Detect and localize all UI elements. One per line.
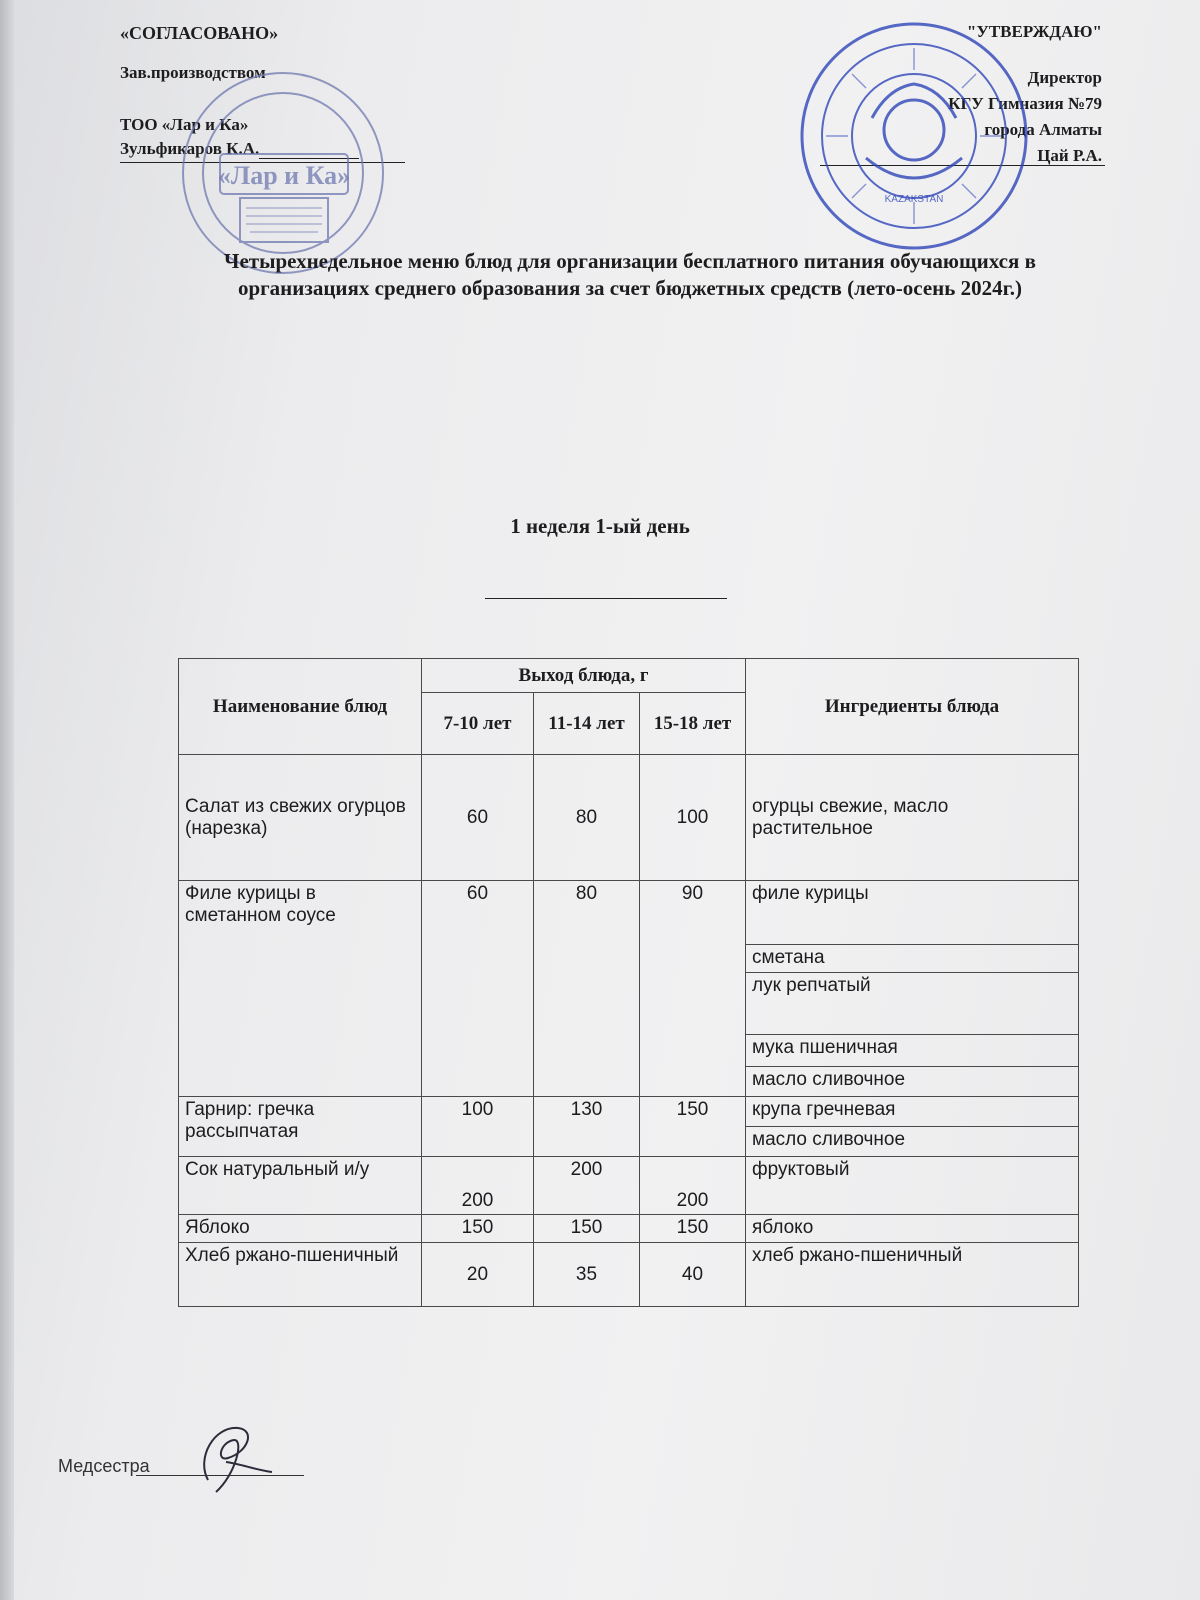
portion-7-10: 100 <box>422 1097 534 1157</box>
portion-15-18: 150 <box>640 1215 746 1243</box>
approval-company: ТОО «Лар и Ка» <box>120 115 249 134</box>
dish-name: Хлеб ржано-пшеничный <box>179 1243 422 1307</box>
approved-heading: "УТВЕРЖДАЮ" <box>966 22 1102 41</box>
header-age-11-14: 11-14 лет <box>534 693 640 755</box>
approved-position: Директор <box>1027 68 1102 87</box>
menu-table <box>178 658 1079 1307</box>
portion-11-14: 80 <box>534 755 640 881</box>
approval-person: Зульфикаров К.А. <box>120 139 260 158</box>
approved-organization: КГУ Гимназия №79 <box>948 94 1102 113</box>
company-stamp <box>178 68 388 278</box>
header-ingredients: Ингредиенты блюда <box>746 659 1079 755</box>
approved-city: города Алматы <box>984 120 1102 139</box>
portion-7-10: 60 <box>422 881 534 1097</box>
school-stamp <box>796 18 1032 254</box>
header-age-15-18: 15-18 лет <box>640 693 746 755</box>
portion-11-14: 130 <box>534 1097 640 1157</box>
portion-11-14: 200 <box>534 1157 640 1215</box>
ingredient: хлеб ржано-пшеничный <box>746 1243 1079 1307</box>
portion-15-18: 150 <box>640 1097 746 1157</box>
nurse-label: Медсестра <box>58 1456 150 1476</box>
portion-11-14: 80 <box>534 881 640 1097</box>
ingredient: крупа гречневая <box>746 1097 1079 1127</box>
nurse-signature <box>186 1418 276 1498</box>
dish-name: Гарнир: гречка рассыпчатая <box>179 1097 422 1157</box>
portion-7-10: 150 <box>422 1215 534 1243</box>
ingredient: лук репчатый <box>746 973 1079 1035</box>
dish-name: Сок натуральный и/у <box>179 1157 422 1215</box>
dish-name: Филе курицы в сметанном соусе <box>179 881 422 1097</box>
portion-15-18: 40 <box>640 1243 746 1307</box>
company-stamp-text: «Лар и Ка» <box>217 161 351 190</box>
portion-7-10: 200 <box>422 1157 534 1215</box>
school-stamp-text: KAZAKSTAN <box>884 194 944 205</box>
document-title: Четырехнедельное меню блюд для организации бесплатного питания обучающихся в организациях среднего образования за счет бюджетных средств (лето-осень 2024г.) <box>224 249 1036 300</box>
portion-11-14: 35 <box>534 1243 640 1307</box>
table-row <box>179 755 1079 881</box>
ingredient: фруктовый <box>746 1157 1079 1215</box>
approval-position: Зав.производством <box>120 63 266 82</box>
day-heading: 1 неделя 1-ый день <box>510 514 690 538</box>
ingredient: масло сливочное <box>746 1067 1079 1097</box>
header-dish: Наименование блюд <box>179 659 422 755</box>
ingredient: филе курицы <box>746 881 1079 945</box>
portion-15-18: 90 <box>640 881 746 1097</box>
portion-11-14: 150 <box>534 1215 640 1243</box>
approved-person: Цай Р.А. <box>1037 146 1102 165</box>
table-row <box>179 881 1079 945</box>
portion-15-18: 200 <box>640 1157 746 1215</box>
ingredient: масло сливочное <box>746 1127 1079 1157</box>
table-row <box>179 1097 1079 1127</box>
approval-heading: «СОГЛАСОВАНО» <box>120 23 279 43</box>
header-output: Выход блюда, г <box>422 659 746 693</box>
header-age-7-10: 7-10 лет <box>422 693 534 755</box>
ingredient: мука пшеничная <box>746 1035 1079 1067</box>
paper-edge-shadow <box>0 0 14 1600</box>
table-row <box>179 1157 1079 1215</box>
portion-7-10: 20 <box>422 1243 534 1307</box>
ingredient: огурцы свежие, масло растительное <box>746 755 1079 881</box>
dish-name: Яблоко <box>179 1215 422 1243</box>
table-row <box>179 1243 1079 1307</box>
portion-7-10: 60 <box>422 755 534 881</box>
table-row <box>179 1215 1079 1243</box>
dish-name: Салат из свежих огурцов (нарезка) <box>179 755 422 881</box>
ingredient: яблоко <box>746 1215 1079 1243</box>
ingredient: сметана <box>746 945 1079 973</box>
day-underline <box>485 598 727 599</box>
portion-15-18: 100 <box>640 755 746 881</box>
